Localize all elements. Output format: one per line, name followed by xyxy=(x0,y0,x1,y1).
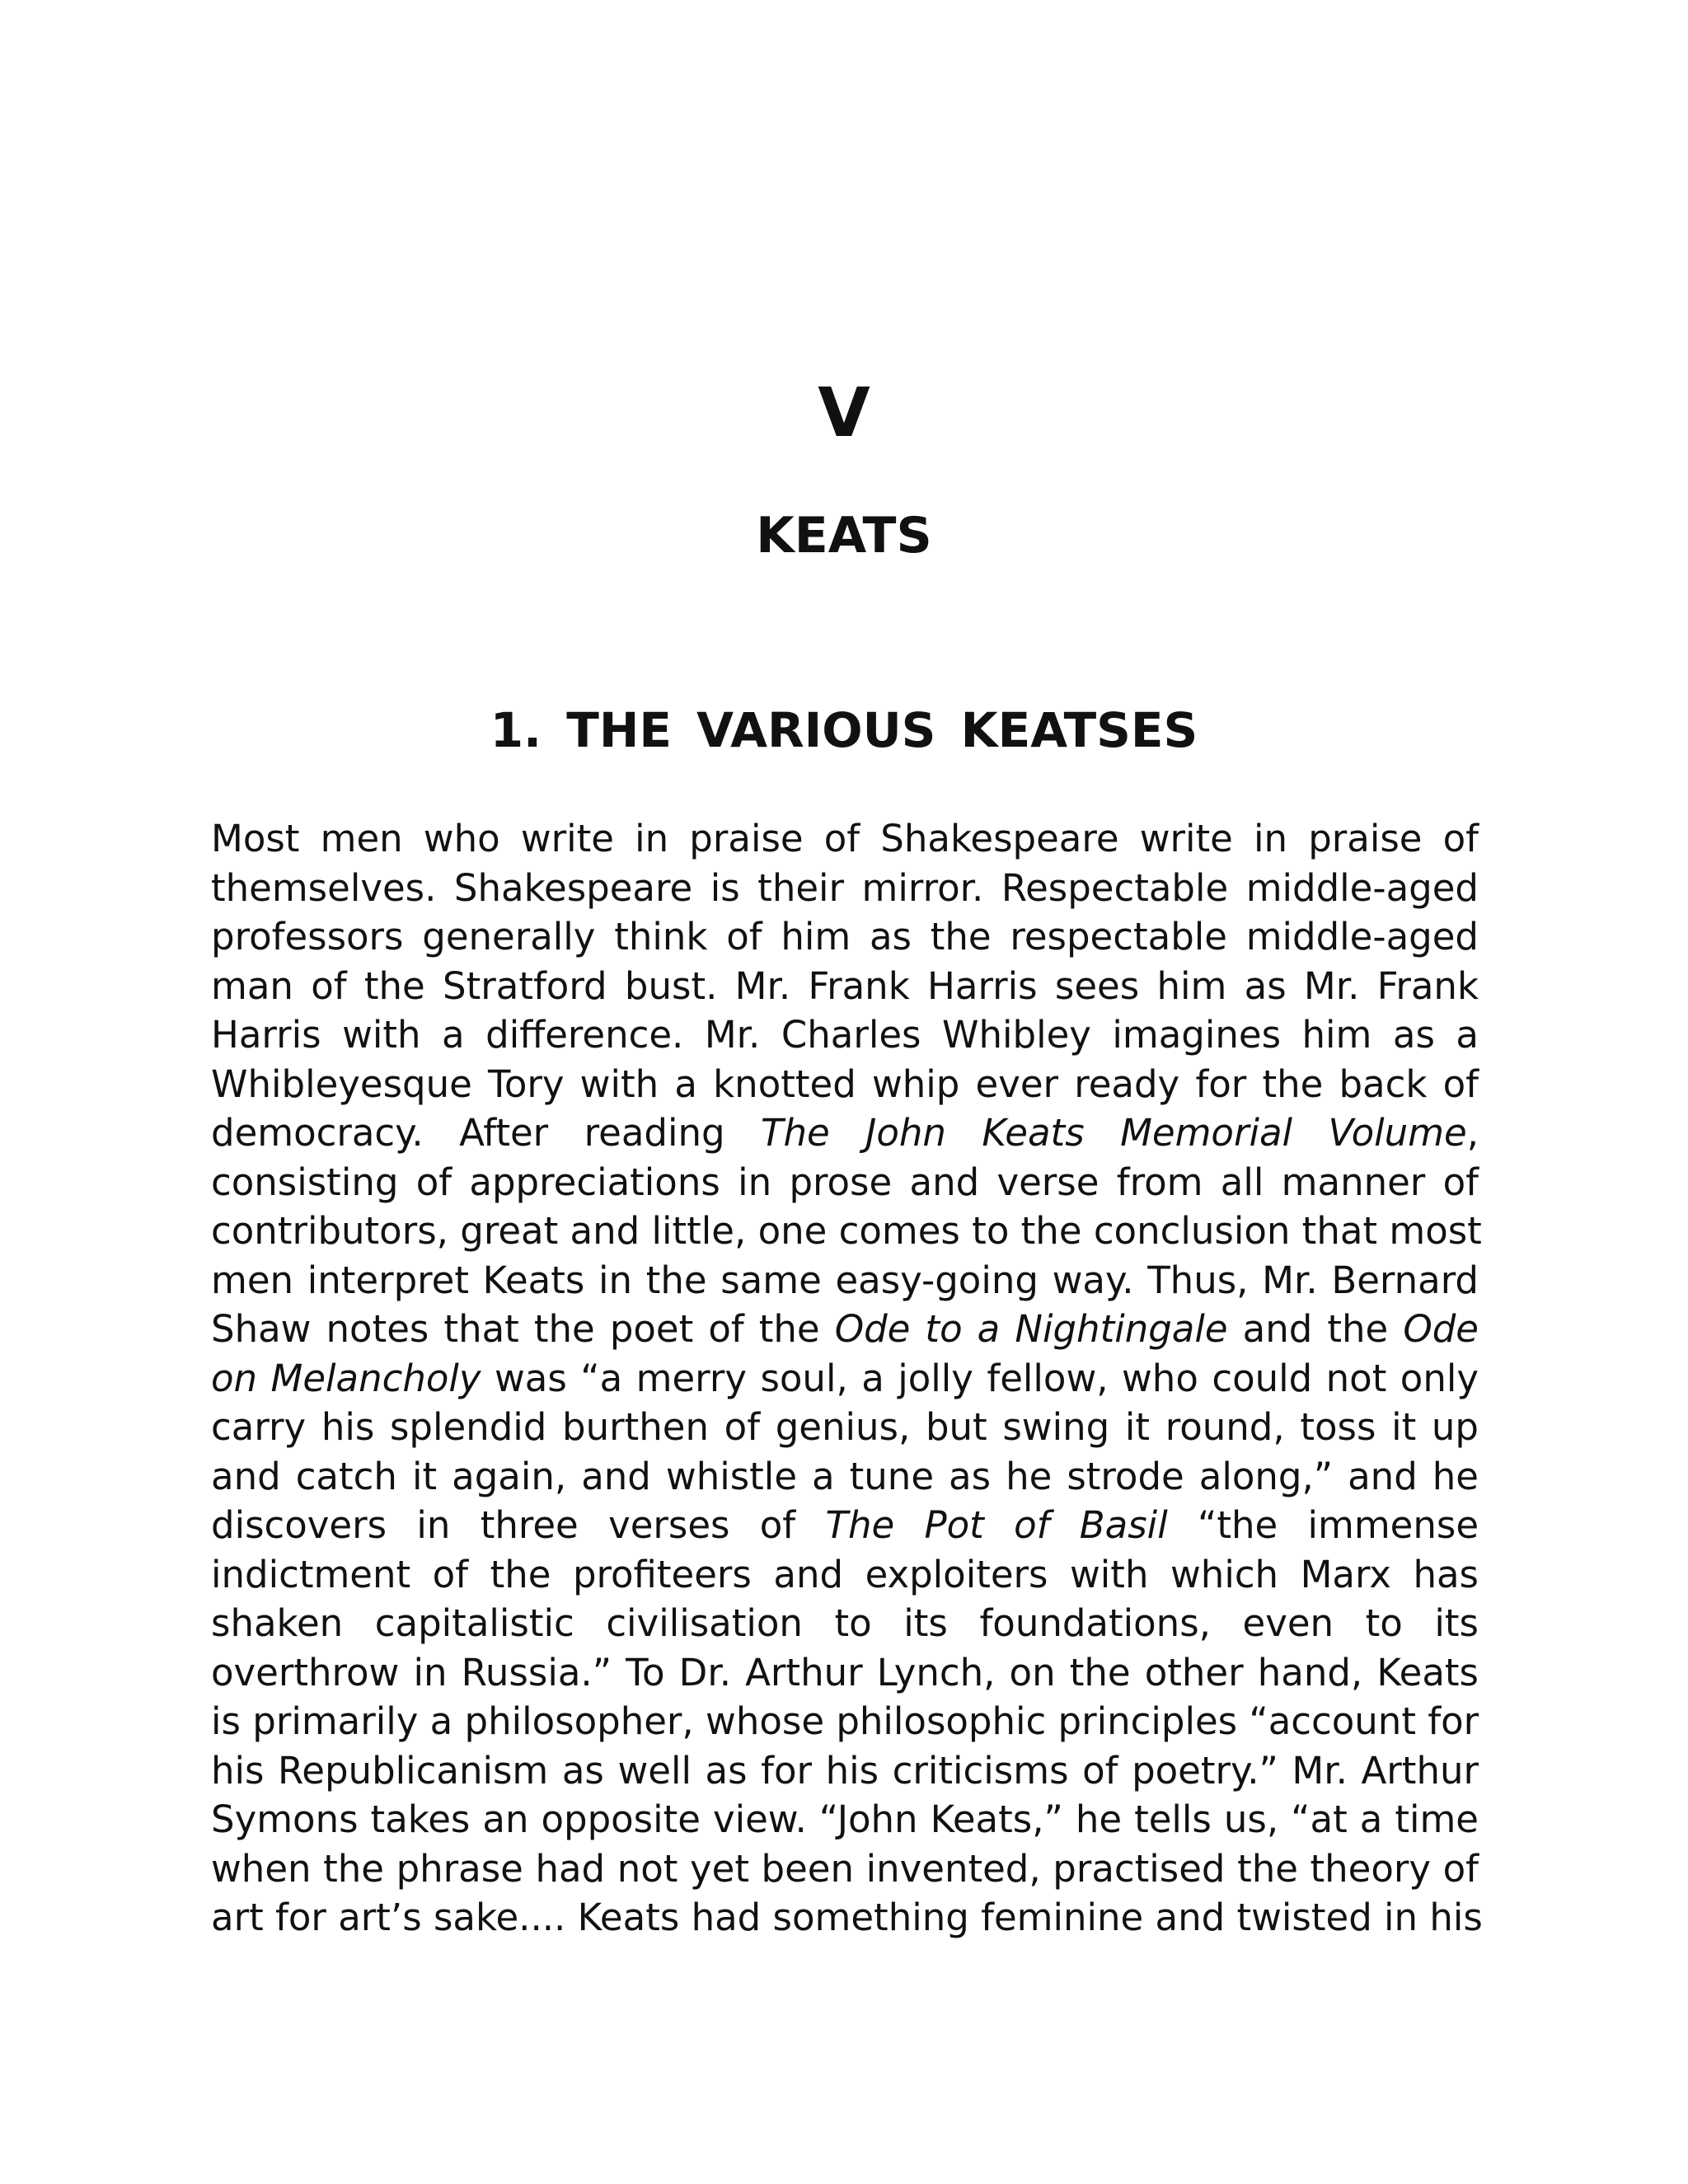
paragraph-line xyxy=(211,1403,1479,1452)
paragraph-line xyxy=(211,962,1479,1011)
paragraph-line xyxy=(211,1697,1479,1746)
line-text: , xyxy=(1466,1111,1479,1155)
paragraph-line xyxy=(211,1893,1483,1943)
line-text: men interpret Keats in the same easy-going way. Thus, Mr. Bernard xyxy=(211,1258,1479,1302)
line-text: “the immense xyxy=(1167,1503,1479,1547)
body-text xyxy=(211,814,1483,1943)
line-text: Shaw notes that the poet of the xyxy=(211,1307,835,1351)
line-text: and catch it again, and whistle a tune as he strode along,” and he xyxy=(211,1454,1479,1498)
line-text: Symons takes an opposite view. “John Keats,” he tells us, “at a time xyxy=(211,1797,1479,1841)
line-text: professors generally think of him as the respectable middle-aged xyxy=(211,915,1479,958)
line-text: overthrow in Russia.” To Dr. Arthur Lynch, on the other hand, Keats xyxy=(211,1650,1479,1694)
line-text: is primarily a philosopher, whose philosophic principles “account for xyxy=(211,1699,1479,1743)
paragraph-line xyxy=(211,1452,1479,1502)
italic-title: Ode xyxy=(1403,1307,1479,1351)
line-text: art for art’s sake.... Keats had something feminine and twisted in his xyxy=(211,1896,1483,1939)
italic-title: The Pot of Basil xyxy=(825,1503,1168,1547)
paragraph-line xyxy=(211,1795,1479,1844)
paragraph-line xyxy=(211,912,1479,962)
line-text: indictment of the profiteers and exploiters with which Marx has xyxy=(211,1552,1479,1596)
section-title: 1. THE VARIOUS KEATSES xyxy=(490,702,1198,758)
line-text: his Republicanism as well as for his criticisms of poetry.” Mr. Arthur xyxy=(211,1748,1479,1793)
line-text: Whibleyesque Tory with a knotted whip ever ready for the back of xyxy=(211,1062,1479,1106)
paragraph-line xyxy=(211,1550,1479,1600)
paragraph-line xyxy=(211,1354,1479,1404)
line-text: was “a merry soul, a jolly fellow, who could not only xyxy=(481,1356,1479,1400)
paragraph-line xyxy=(211,1599,1479,1648)
paragraph-line xyxy=(211,1844,1479,1894)
line-text: and the xyxy=(1227,1307,1404,1351)
paragraph-line xyxy=(211,1207,1482,1256)
line-text: carry his splendid burthen of genius, but swing it round, toss it up xyxy=(211,1405,1479,1449)
paragraph-line xyxy=(211,1648,1479,1698)
paragraph-line xyxy=(211,1158,1479,1207)
line-text: when the phrase had not yet been invented, practised the theory of xyxy=(211,1846,1479,1891)
paragraph-line xyxy=(211,1256,1479,1305)
line-text: Most men who write in praise of Shakespeare write in praise of xyxy=(211,817,1479,860)
line-text: democracy. After reading xyxy=(211,1111,761,1155)
paragraph-line xyxy=(211,1060,1479,1109)
paragraph-line xyxy=(211,1305,1479,1354)
paragraph-line xyxy=(211,1108,1479,1158)
line-text: themselves. Shakespeare is their mirror. Respectable middle-aged xyxy=(211,865,1479,910)
italic-title: Ode to a Nightingale xyxy=(834,1307,1228,1351)
line-text: shaken capitalistic civilisation to its foundations, even to its xyxy=(211,1601,1479,1645)
line-text: Harris with a difference. Mr. Charles Whibley imagines him as a xyxy=(211,1013,1479,1057)
chapter-number: V xyxy=(818,374,870,452)
line-text: contributors, great and little, one comes to the conclusion that most xyxy=(211,1209,1482,1253)
paragraph-line xyxy=(211,1010,1479,1060)
line-text: consisting of appreciations in prose and verse from all manner of xyxy=(211,1160,1479,1204)
italic-title: The John Keats Memorial Volume xyxy=(760,1111,1467,1155)
paragraph-line xyxy=(211,814,1479,864)
paragraph-line xyxy=(211,1501,1479,1550)
paragraph-line xyxy=(211,864,1479,913)
italic-title: on Melancholy xyxy=(211,1356,481,1400)
chapter-title: KEATS xyxy=(756,507,932,565)
line-text: discovers in three verses of xyxy=(211,1503,826,1547)
line-text: man of the Stratford bust. Mr. Frank Harris sees him as Mr. Frank xyxy=(211,963,1479,1008)
paragraph-line xyxy=(211,1746,1479,1796)
